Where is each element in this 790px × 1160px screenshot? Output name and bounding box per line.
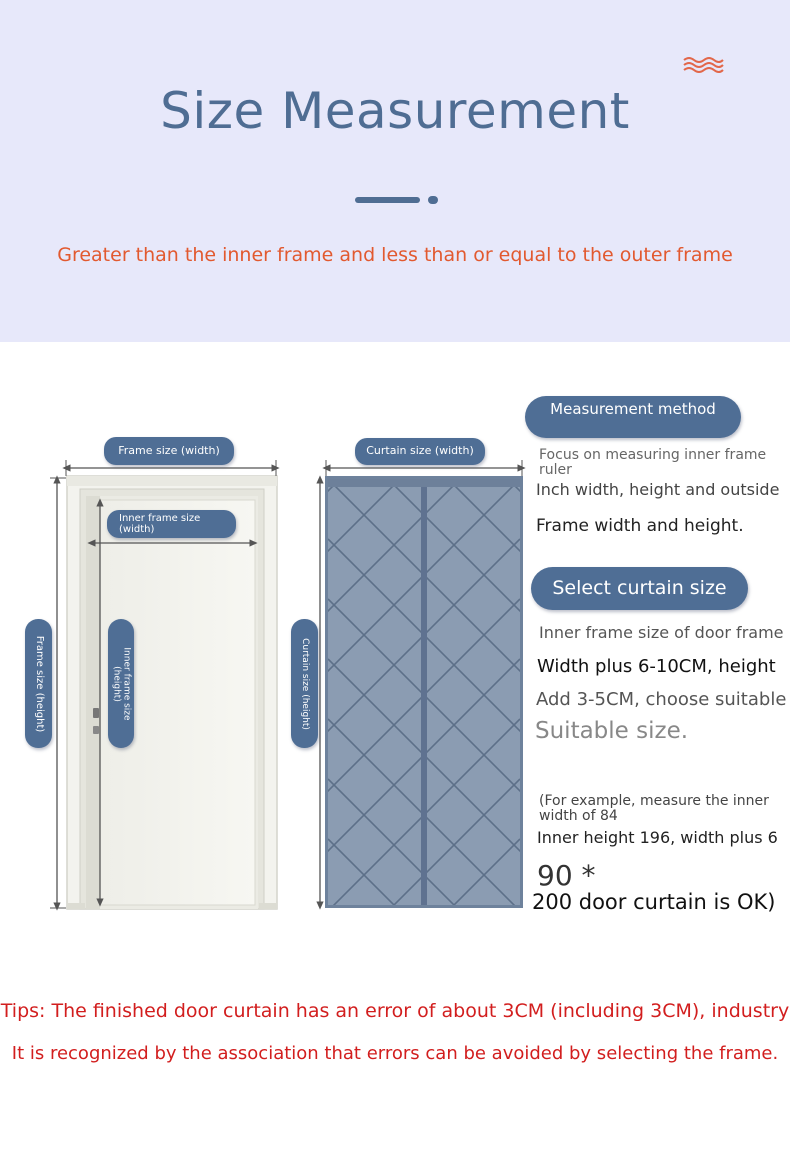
select-line-4: Suitable size.	[535, 718, 689, 744]
select-line-3: Add 3-5CM, choose suitable	[536, 689, 787, 710]
tips-line-1: Tips: The finished door curtain has an error of about 3CM (including 3CM), industry	[0, 1000, 790, 1022]
frame-height-text: Frame size (height)	[33, 635, 45, 732]
select-size-title: Select curtain size	[552, 577, 727, 600]
method-line-3: Frame width and height.	[536, 516, 744, 536]
example-line-3: 90 *	[537, 859, 596, 892]
example-line-1: (For example, measure the inner width of 84	[539, 793, 769, 824]
page-subtitle: Greater than the inner frame and less than or equal to the outer frame	[57, 244, 733, 266]
curtain-height-text: Curtain size (height)	[299, 637, 310, 730]
frame-width-label	[104, 437, 234, 465]
example-line-4: 200 door curtain is OK)	[532, 890, 776, 914]
page-title: Size Measurement	[160, 82, 630, 140]
door	[67, 476, 277, 909]
example-line-2: Inner height 196, width plus 6	[537, 828, 778, 847]
method-line-1: Focus on measuring inner frame ruler	[539, 447, 767, 478]
select-size-badge	[531, 567, 748, 610]
door-curtain	[300, 299, 548, 1059]
method-line-2: Inch width, height and outside	[536, 480, 780, 499]
curtain-height-label	[291, 619, 318, 748]
measurement-method-title: Measurement method	[550, 400, 716, 418]
inner-width-label	[107, 510, 236, 538]
select-line-2: Width plus 6-10CM, height	[537, 656, 776, 677]
measurement-method-badge	[525, 396, 741, 438]
curtain-width-label	[355, 438, 485, 465]
tips-line-2: It is recognized by the association that errors can be avoided by selecting the frame.	[11, 1043, 779, 1064]
curtain-width-text: Curtain size (width)	[366, 444, 474, 458]
frame-width-text: Frame size (width)	[118, 443, 220, 457]
frame-height-label	[25, 619, 52, 748]
inner-height-label	[108, 619, 134, 748]
select-line-1: Inner frame size of door frame	[539, 623, 784, 642]
inner-height-text: Inner frame size (height)	[111, 646, 132, 721]
inner-width-text: Inner frame size (width)	[119, 513, 201, 535]
